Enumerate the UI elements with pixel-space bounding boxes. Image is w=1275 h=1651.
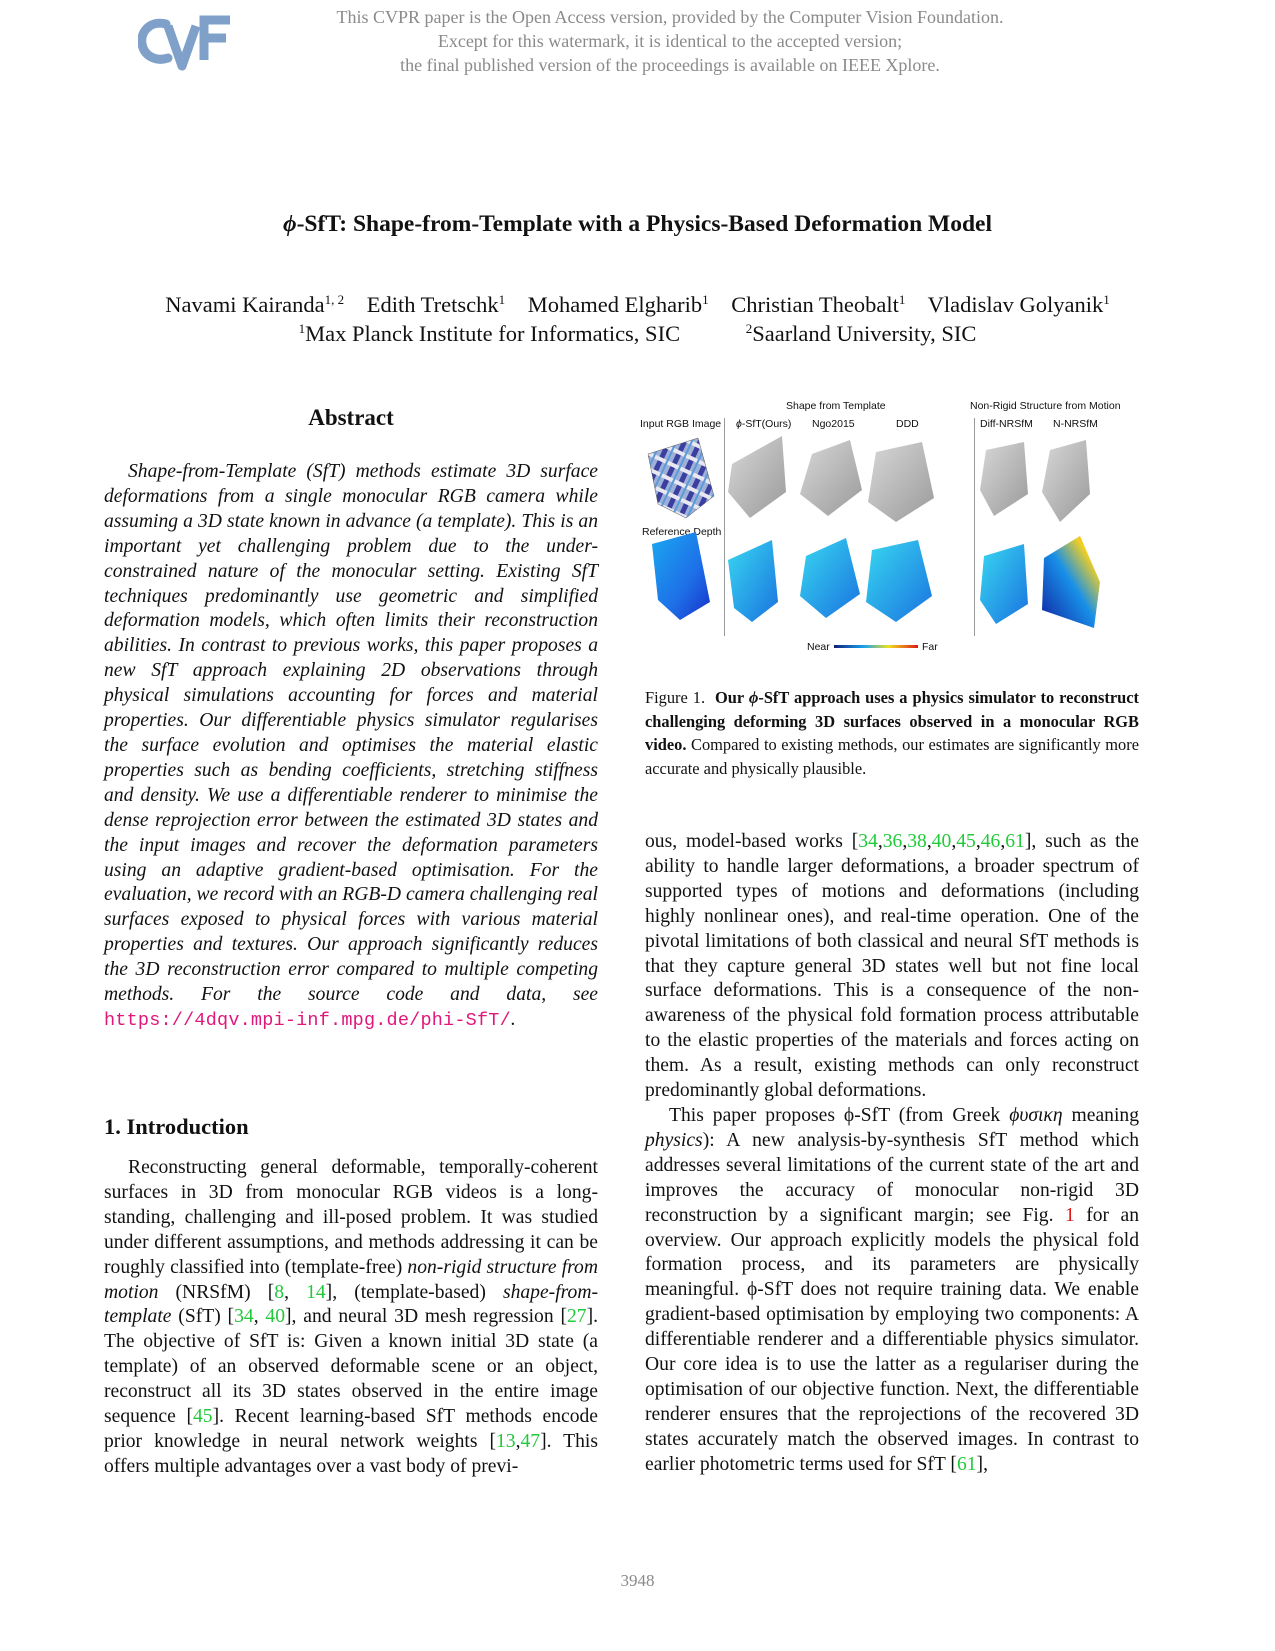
- author-affil: 1: [702, 292, 709, 307]
- affil-sup: 2: [745, 321, 753, 336]
- title-phi: ϕ: [283, 211, 297, 237]
- text-run: ], and neural 3D mesh regression [: [285, 1306, 567, 1328]
- author-name: Christian Theobalt: [731, 292, 899, 317]
- author-affil: 1: [1103, 292, 1110, 307]
- figure-images: [640, 432, 1140, 662]
- watermark-line: Except for this watermark, it is identical to the accepted version;: [437, 31, 903, 51]
- author-block: [0, 290, 1275, 348]
- author-affil: 1: [898, 292, 906, 307]
- text-run: ,: [902, 831, 908, 852]
- col-label-input: Input RGB Image: [640, 418, 722, 430]
- intro-column-left: [104, 1156, 598, 1480]
- col-label-nnrsfm: N-NRSfM: [1053, 418, 1098, 430]
- page-number: 3948: [620, 1571, 655, 1590]
- citation-link[interactable]: 27: [567, 1306, 587, 1328]
- caption-bold-b: -SfT approach uses a physics simulator to reconstruct challenging deforming 3D surfaces observed in a monocular RGB video.: [645, 688, 1139, 754]
- italic-run: physics: [645, 1129, 703, 1151]
- watermark-notice: [290, 5, 1050, 77]
- citation-link[interactable]: 47: [520, 1430, 541, 1452]
- caption-label: Figure 1.: [645, 688, 706, 707]
- text-run: ,: [951, 831, 957, 852]
- citation-link[interactable]: 34: [234, 1306, 254, 1328]
- text-run: (NRSfM) [: [158, 1281, 275, 1303]
- reference-depth: [652, 532, 710, 620]
- italic-run: non-rigid structure from motion: [104, 1256, 598, 1303]
- citation-link[interactable]: 40: [931, 831, 952, 852]
- text-run: ]. This offers multiple advantages over a vast body of previ-: [104, 1430, 598, 1477]
- ours-label: -SfT(Ours): [741, 418, 792, 430]
- title-text: -SfT: Shape-from-Template with a Physics-Based Deformation Model: [296, 211, 992, 237]
- watermark-line: This CVPR paper is the Open Access version, provided by the Computer Vision Foundation.: [336, 7, 1004, 27]
- citation-link[interactable]: 46: [980, 831, 1001, 852]
- text-run: ]. Recent learning-based SfT methods encode prior knowledge in neural network weights [: [104, 1406, 598, 1452]
- text-run: ],: [976, 1453, 988, 1475]
- intro-paragraph-1: [104, 1156, 598, 1480]
- ours-depth: [728, 540, 778, 622]
- citation-link[interactable]: 13: [495, 1430, 516, 1452]
- paper-title: [0, 211, 1275, 238]
- ngo2015-depth: [800, 538, 860, 618]
- affiliation: Max Planck Institute for Informatics, SIC: [305, 321, 681, 346]
- text-run: ): A new analysis-by-synthesis SfT method which addresses several limitations of the current state of the art and improves the accuracy of monocular non-rigid 3D reconstruction by a significant margin; see Fig.: [645, 1129, 1139, 1226]
- text-run: ,: [877, 831, 883, 852]
- text-run: This paper proposes ϕ-SfT (from Greek: [669, 1104, 1010, 1126]
- ours-phi: ϕ: [736, 418, 742, 430]
- citation-link[interactable]: 8: [274, 1281, 285, 1303]
- depth-colorbar: [834, 645, 918, 648]
- section-heading-introduction: 1. Introduction: [104, 1114, 249, 1139]
- abstract-heading: Abstract: [308, 405, 394, 430]
- text-run: for an overview. Our approach explicitly models the physical fold formation process, and its parameters are physically meaningful. ϕ-SfT does not require training data. We enable gradient-based optimisation by employing two components: A differentiable renderer and a differentiable physics simulator. Our core idea is to use the latter as a regulariser during the optimisation of our objective function. Next, the differentiable renderer ensures that the reprojections of the recovered 3D states accurately match the observed images. In contrast to earlier photometric terms used for SfT [: [645, 1204, 1140, 1475]
- col-label-ngo: Ngo2015: [812, 418, 855, 430]
- text-run: ,: [926, 831, 932, 852]
- citation-link[interactable]: 61: [956, 1453, 977, 1475]
- affiliation: Saarland University, SIC: [752, 321, 977, 346]
- citation-link[interactable]: 45: [956, 831, 976, 852]
- col-label-diff: Diff-NRSfM: [980, 418, 1033, 430]
- italic-run: shape-from-template: [104, 1281, 599, 1328]
- citation-link[interactable]: 36: [882, 831, 903, 852]
- ddd-depth: [866, 540, 932, 622]
- abstract-body: [104, 460, 598, 1034]
- author-name: Navami Kairanda: [165, 292, 325, 317]
- col-label-ours: [736, 418, 791, 430]
- affil-sup: 1: [298, 321, 306, 336]
- cvf-logo: [138, 10, 234, 74]
- figure-1-caption: [645, 686, 1139, 780]
- text-run: ,: [515, 1430, 521, 1452]
- figure-ref-link[interactable]: 1: [1064, 1204, 1075, 1226]
- row-label-reference: Reference Depth: [642, 526, 722, 538]
- text-run: ,: [253, 1306, 266, 1328]
- code-link[interactable]: https://4dqv.mpi-inf.mpg.de/phi-SfT/: [104, 1009, 511, 1031]
- text-run: ], (template-based): [325, 1281, 503, 1303]
- watermark-line: the final published version of the proceedings is available on IEEE Xplore.: [400, 55, 940, 75]
- affiliations: [0, 319, 1275, 348]
- author-names: [0, 290, 1275, 319]
- text-run: meaning: [1062, 1104, 1140, 1126]
- caption-bold-a: Our: [715, 688, 749, 707]
- citation-link[interactable]: 14: [306, 1281, 326, 1303]
- diff-nrsfm-reconstruction: [980, 442, 1028, 516]
- author-affil: 1: [498, 292, 506, 307]
- figure-1: [640, 400, 1140, 662]
- author-name: Mohamed Elgharib: [527, 292, 703, 317]
- abstract-end: .: [510, 1008, 516, 1030]
- group-label-sft: Shape from Template: [786, 400, 886, 412]
- colorbar-far-label: Far: [922, 641, 938, 653]
- diff-nrsfm-depth: [980, 544, 1028, 624]
- intro-paragraph-2: [645, 830, 1139, 1104]
- author-affil: 1, 2: [324, 292, 345, 307]
- caption-rest: Compared to existing methods, our estimates are significantly more accurate and physically plausible.: [645, 735, 1139, 778]
- col-label-ddd: DDD: [896, 418, 919, 430]
- text-run: ]. The objective of SfT is: Given a known initial 3D state (a template) of an observed deformable scene or an object, reconstruct all its 3D states observed in the entire image sequence [: [104, 1306, 599, 1428]
- text-run: ], such as the ability to handle larger deformations, a broader spectrum of supported types of motions and deformations (including highly nonlinear ones), and real-time operation. One of the pivotal limitations of both classical and neural SfT methods is that they capture general 3D states well but not fine local surface deformations. This is a consequence of the non-awareness of the physical fold formation process attributable to the elastic properties of the materials and forces acting on them. As a result, existing methods can only reconstruct predominantly global deformations.: [645, 831, 1140, 1102]
- intro-column-right: [645, 830, 1139, 1478]
- ddd-reconstruction: [868, 442, 934, 522]
- text-run: (SfT) [: [171, 1306, 235, 1328]
- abstract-text: Shape-from-Template (SfT) methods estimate 3D surface deformations from a single monocular RGB camera while assuming a 3D state known in advance (a template). This is an important yet challenging problem due to the under-constrained nature of the monocular setting. Existing SfT techniques predominantly use geometric and simplified deformation models, which often limits their reconstruction abilities. In contrast to previous works, this paper proposes a new SfT approach explaining 2D observations through physical simulations accounting for forces and material properties. Our differentiable physics simulator regularises the surface evolution and optimises the material elastic properties such as bending coefficients, stretching stiffness and density. We use a differentiable renderer to minimise the dense reprojection error between the estimated 3D states and the input images and recover the deformation parameters using an adaptive gradient-based optimisation. For the evaluation, we record with an RGB-D camera challenging real surfaces exposed to physical forces with various material properties and textures. Our approach significantly reduces the 3D reconstruction error compared to multiple competing methods. For the source code and data, see: [104, 461, 598, 1006]
- author-name: Edith Tretschk: [366, 292, 499, 317]
- ngo2015-reconstruction: [800, 440, 862, 516]
- citation-link[interactable]: 38: [907, 831, 927, 852]
- colorbar-near-label: Near: [807, 641, 830, 653]
- ours-reconstruction: [728, 436, 786, 518]
- text-run: ,: [975, 831, 981, 852]
- citation-link[interactable]: 45: [193, 1406, 213, 1428]
- caption-phi: ϕ: [748, 688, 759, 707]
- citation-link[interactable]: 34: [858, 831, 878, 852]
- intro-paragraph-3: [645, 1104, 1139, 1478]
- group-label-nrsfm: Non-Rigid Structure from Motion: [970, 400, 1121, 412]
- italic-run: ϕυσικη: [1009, 1104, 1063, 1126]
- author-name: Vladislav Golyanik: [927, 292, 1104, 317]
- text-run: ,: [284, 1281, 307, 1303]
- text-run: Reconstructing general deformable, temporally-coherent surfaces in 3D from monocular RGB videos is a long-standing, challenging and ill-posed problem. It was studied under different assumptions, and methods addressing it can be roughly classified into (template-free): [104, 1157, 598, 1278]
- text-run: ous, model-based works [: [645, 831, 859, 852]
- text-run: ,: [1000, 831, 1006, 852]
- citation-link[interactable]: 61: [1005, 831, 1025, 852]
- citation-link[interactable]: 40: [265, 1306, 286, 1328]
- n-nrsfm-depth: [1042, 536, 1100, 628]
- input-rgb-image: [648, 438, 714, 518]
- n-nrsfm-reconstruction: [1042, 440, 1090, 522]
